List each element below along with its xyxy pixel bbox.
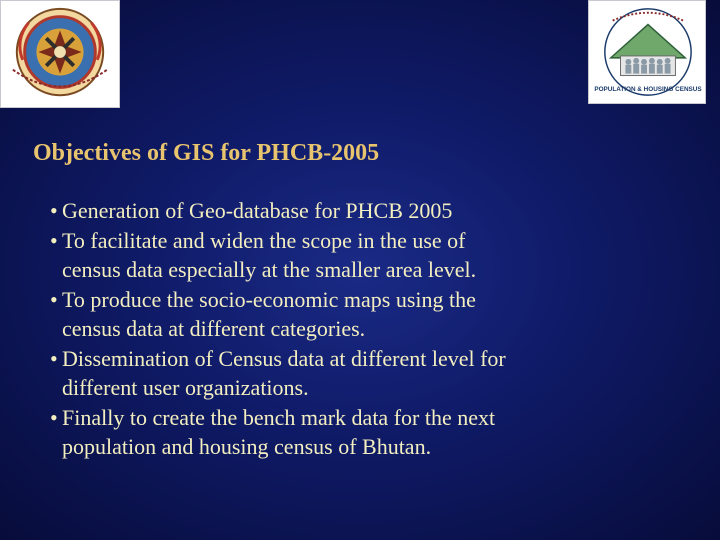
objective-item (50, 285, 690, 344)
census-logo (588, 0, 706, 104)
objective-text-line: census data at different categories. (62, 316, 366, 341)
objective-text-line: Generation of Geo-database for PHCB 2005 (62, 198, 453, 223)
bullet-dot: • (50, 198, 58, 223)
royal-emblem-of-bhutan-icon (1, 1, 119, 107)
objective-text-line: census data especially at the smaller area level. (62, 257, 477, 282)
objective-item (50, 403, 690, 462)
objectives-list (50, 196, 690, 462)
objective-text-line: To facilitate and widen the scope in the use of (62, 227, 466, 253)
slide-title: Objectives of GIS for PHCB-2005 (33, 140, 380, 166)
objective-item (50, 196, 690, 226)
bullet-dot: • (50, 286, 58, 312)
bullet-dot: • (50, 404, 58, 430)
population-housing-census-logo-icon (605, 9, 691, 95)
objective-item (50, 226, 690, 285)
bullet-dot: • (50, 345, 58, 371)
census-logo-caption: POPULATION & HOUSING CENSUS (594, 86, 702, 94)
objective-text-line: To produce the socio-economic maps using the (62, 286, 476, 312)
objective-text-line: population and housing census of Bhutan. (62, 434, 432, 459)
objective-text-line: different user organizations. (62, 375, 309, 400)
bullet-dot: • (50, 227, 58, 253)
objective-item (50, 344, 690, 403)
objective-text-line: Finally to create the bench mark data for the next (62, 404, 496, 430)
objective-text-line: Dissemination of Census data at different level for (62, 345, 506, 371)
royal-emblem-logo (0, 0, 120, 108)
